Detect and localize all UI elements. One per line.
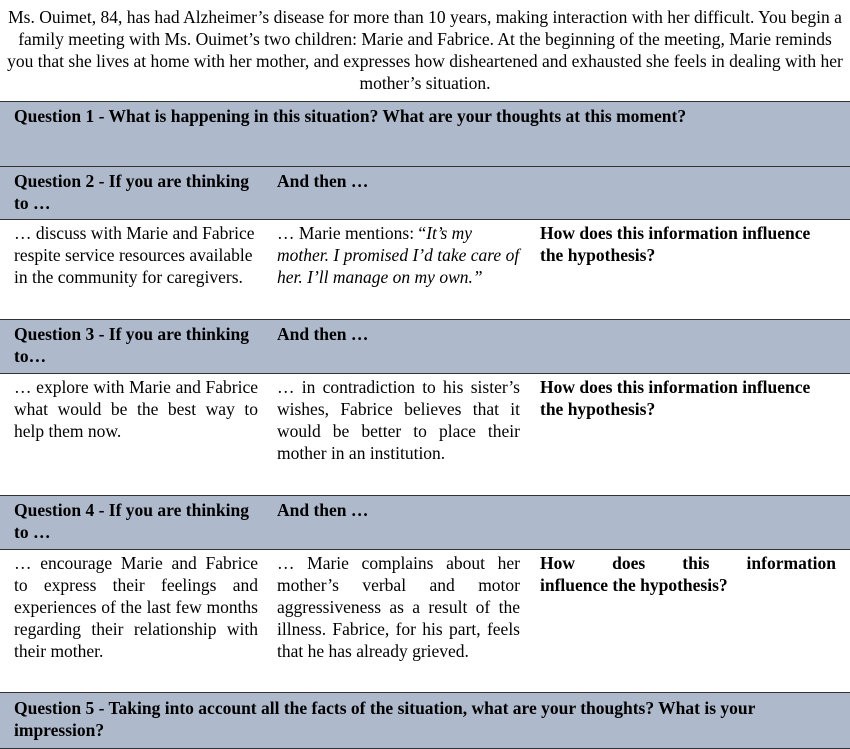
- question-4-and-then: And then …: [277, 500, 369, 520]
- question-4-label: Question 4 - If you are thinking to …: [14, 500, 249, 542]
- question-5-row: [0, 692, 850, 749]
- question-5-text: Question 5 - Taking into account all the facts of the situation, what are your thoughts? What is your impression?: [14, 698, 756, 740]
- question-4-influence: [540, 552, 836, 596]
- question-4-outcome: … Marie complains about her mother’s verbal and motor aggressiveness as a result of the illness. Fabrice, for his part, feels that he has already grieved.: [277, 553, 520, 661]
- question-1-text: Question 1 - What is happening in this situation? What are your thoughts at this moment?: [14, 106, 687, 126]
- question-table: [0, 101, 850, 749]
- case-intro: Ms. Ouimet, 84, has had Alzheimer’s disease for more than 10 years, making interaction with her difficult. You begin a family meeting with Ms. Ouimet’s two children: Marie and Fabrice. At the beginning of the meeting, Marie reminds you that she lives at home with her mother, and expresses how disheartened and exhausted she feels in dealing with her mother’s situation.: [7, 7, 843, 93]
- question-3-influence: How does this information influence the hypothesis?: [540, 377, 811, 419]
- question-2-influence: How does this information influence the hypothesis?: [540, 223, 811, 265]
- question-1-row: [0, 101, 850, 166]
- question-2-and-then: And then …: [277, 171, 369, 191]
- marie-quote: It’s my mother. I promised I’d take care of her. I’ll manage on my own.: [277, 223, 520, 287]
- question-3-action: … explore with Marie and Fabrice what would be the best way to help them now.: [14, 377, 258, 441]
- question-2-action: … discuss with Marie and Fabrice respite service resources available in the community for caregivers.: [14, 223, 255, 287]
- question-3-header-row: [0, 319, 850, 373]
- outcome-prefix: … Marie mentions: “: [277, 223, 427, 243]
- question-3-body-row: [0, 373, 850, 495]
- question-2-outcome: [277, 222, 520, 288]
- question-2-header-row: [0, 166, 850, 219]
- question-4-body-row: [0, 549, 850, 692]
- question-4-header-row: [0, 495, 850, 549]
- question-4-action: … encourage Marie and Fabrice to express their feelings and experiences of the last few months regarding their relationship with their mother.: [14, 553, 258, 661]
- question-3-label: Question 3 - If you are thinking to…: [14, 324, 249, 366]
- question-3-outcome: … in contradiction to his sister’s wishes, Fabrice believes that it would be better to place their mother in an institution.: [277, 377, 520, 463]
- question-3-and-then: And then …: [277, 324, 369, 344]
- question-2-body-row: [0, 219, 850, 319]
- question-2-label: Question 2 - If you are thinking to …: [14, 171, 249, 213]
- question-4-influence-line-1: How does this information: [540, 553, 836, 573]
- question-4-influence-line-2: influence the hypothesis?: [540, 575, 728, 595]
- outcome-suffix: ”: [472, 267, 483, 287]
